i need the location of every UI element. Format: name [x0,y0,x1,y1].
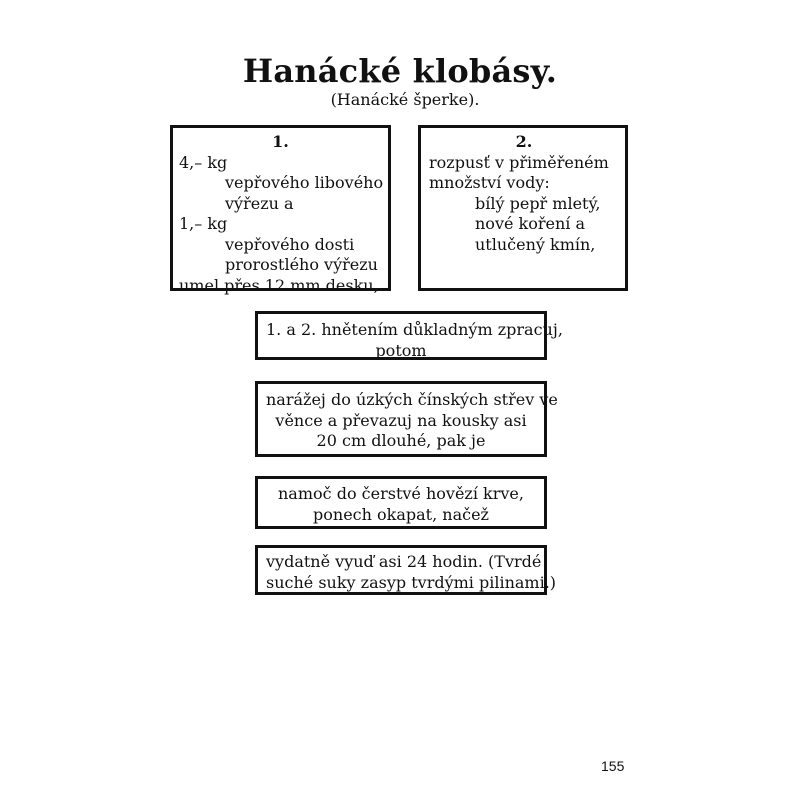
text-line: 1,– kg [179,214,228,233]
text-line: narážej do úzkých čínských střev ve [266,390,558,409]
text-line: ponech okapat, načež [313,504,489,524]
text-line: množství vody: [429,173,550,192]
ingredients-box-2 [418,125,628,291]
text-line: suché suky zasyp tvrdými pilinami.) [266,572,557,592]
step-box-stuff [255,381,558,457]
text-line: 20 cm dlouhé, pak je [316,431,486,450]
text-line: 4,– kg [179,152,228,172]
step-4-lines [266,390,558,452]
text-line: namoč do čerstvé hovězí krve, [278,484,524,503]
page-title: Hanácké klobásy. [242,52,558,90]
step-6-lines [266,552,557,593]
box-2-lines [429,153,619,256]
page-subtitle: (Hanácké šperke). [330,90,480,109]
text-line: vydatně vyuď asi 24 hodin. (Tvrdé [266,552,542,571]
box-1-number: 1. [272,132,289,151]
step-3-lines [266,320,563,361]
text-line: výřezu a [225,193,294,213]
step-5-lines [266,484,536,525]
text-line: nové koření a [475,214,586,233]
ingredients-box-1 [170,125,391,295]
text-line: vepřového libového [225,173,384,192]
box-2-number: 2. [515,132,533,151]
text-line: bílý pepř mletý, [475,193,601,213]
text-line: utlučený kmín, [475,234,596,254]
text-line: věnce a převazuj na kousky asi [275,410,527,430]
text-line: umel přes 12 mm desku, [179,275,379,295]
step-box-knead [255,311,563,360]
text-line: vepřového dosti [225,234,355,254]
box-1-lines [179,153,382,297]
step-box-smoke [255,545,557,595]
text-line: prorostlého výřezu [225,255,378,274]
text-line: rozpusť v přiměřeném [429,152,609,172]
text-line: 1. a 2. hnětením důkladným zpracuj, [266,320,563,339]
page-number: 155 [601,758,625,774]
text-line: potom [375,340,427,360]
step-box-soak [255,476,547,529]
